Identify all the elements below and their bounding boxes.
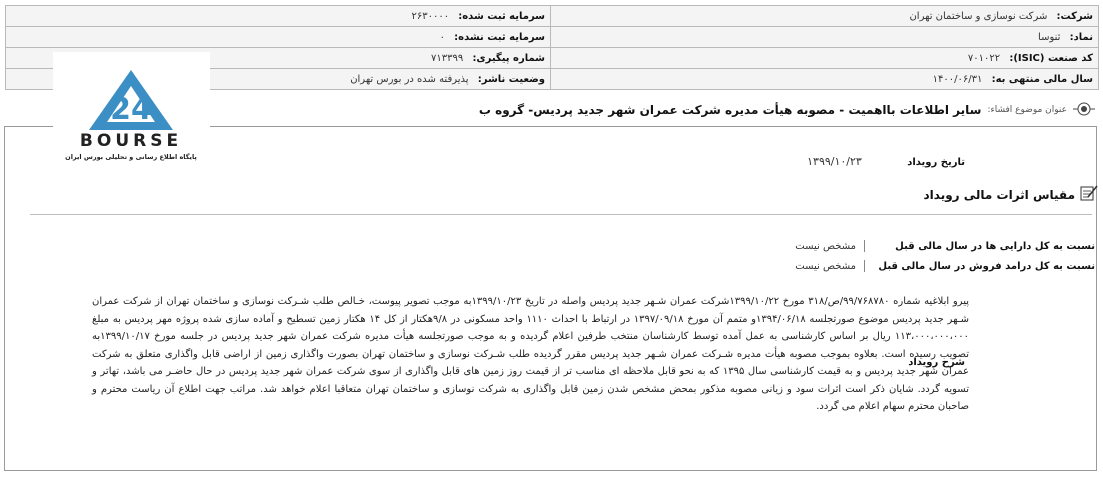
company-value: شرکت نوسازی و ساختمان تهران bbox=[909, 10, 1048, 22]
financial-impact-heading bbox=[924, 185, 1098, 205]
subject-label: عنوان موضوع افشاء: bbox=[987, 105, 1067, 115]
publisher-status-value: پذیرفته شده در بورس تهران bbox=[350, 73, 469, 85]
event-date-value: ۱۳۹۹/۱۰/۲۳ bbox=[807, 155, 862, 168]
disclosure-subject bbox=[479, 100, 1095, 120]
ratio-assets-label: نسبت به کل دارایی ها در سال مالی قبل bbox=[895, 240, 1095, 252]
unreg-capital-label: سرمایه ثبت نشده: bbox=[454, 31, 545, 43]
logo-mark: 24 bbox=[110, 92, 152, 127]
logo-wordmark: BOURSE bbox=[79, 131, 183, 151]
ratio-separator bbox=[864, 260, 865, 272]
symbol-value: ثنوسا bbox=[1038, 31, 1061, 43]
bourse-logo bbox=[53, 52, 210, 167]
symbol-cell bbox=[551, 27, 1099, 48]
financial-impact-title: مقیاس اثرات مالی رویداد bbox=[923, 188, 1075, 202]
unreg-capital-value: ۰ bbox=[439, 31, 445, 43]
reg-capital-cell bbox=[6, 6, 551, 27]
event-description-label: شرح رویداد bbox=[908, 357, 965, 368]
ratio-sales-label: نسبت به کل درامد فروش در سال مالی قبل bbox=[878, 260, 1095, 272]
ratio-separator bbox=[864, 240, 865, 252]
event-date-row bbox=[807, 155, 965, 168]
impact-ratios bbox=[795, 236, 1095, 276]
fiscal-year-value: ۱۴۰۰/۰۶/۳۱ bbox=[932, 73, 983, 85]
edit-document-icon bbox=[1080, 185, 1098, 205]
event-description-text: پیرو ابلاغیه شماره ۹۹/۷۶۸۷۸۰/ص/۳۱۸ مورخ ۱۳۹۹/۱۰/۲۲شرکت عمران شـهر جدید پردیس واصله در تاریخ ۱۳۹۹/۱۰/۲۳به موجب تصویر پیوست، خـالص طلب شـرکت نوسازی و ساختمان تهران از شرکت عمران شـهر جدید پردیس موضوع صورتجلسه ۱۳۹۴/۰۶/۱۸و متمم آن مورخ ۱۳۹۷/۰۹/۱۸ در ارتباط با احداث ۱۱۱۰ واحد مسکونی در ۹/۸هکتار از کل ۱۴ هکتار زمین تسطیح و آماده سازی شده پروژه مهر پردیس به مبلغ ۱۱۳،۰۰۰،۰۰۰،۰۰۰ ریال بر اساس کارشناسی به عمل آمده توسط کارشناسان منتخب طرفین اعلام گردیده و به موجب صورتجلسه هیأت مدیره شرکت عمران شهر جدید پردیس در جلسه مورخ ۱۳۹۹/۱۰/۱۷به تصویب رسیده است. بعلاوه بموجب مصوبه هیأت مدیره شـرکت عمران شـهر جدید پردیس مقرر گردیده طلب شـرکت نوسازی و ساختمان تهران بصورت واگذاری زمین از اراضی قابل واگذاری متعلق به شرکت عمران شهر جدید پردیس و به قیمت کارشناسی سال ۱۳۹۵ که به نحو قابل ملاحظه ای مناسب تر از قیمت روز زمین های قابل واگذاری از سوی شرکت عمران شهر جدید پردیس در حال حاضـر می باشد، تهاتر و تسویه گردد. شایان ذکر است اثرات سود و زیانی مصوبه مذکور بمحض مشخص شدن زمین قابل واگذاری به شرکت نوسازی و ساختمان تهران متعاقبا اعلام خواهد شد. مراتب جهت اطلاع آن ریاست محترم و صاحبان محترم سهام اعلام می گردد. bbox=[92, 296, 970, 412]
ratio-row-sales bbox=[795, 256, 1095, 276]
subject-title: سایر اطلاعات بااهمیت - مصوبه هیأت مدیره شرکت عمران شهر جدید پردیس- گروه ب bbox=[478, 103, 982, 117]
fiscal-year-cell bbox=[551, 69, 1099, 90]
reg-capital-value: ۲۶۳۰۰۰۰ bbox=[411, 10, 450, 22]
company-cell bbox=[551, 6, 1099, 27]
tracking-value: ۷۱۳۳۹۹ bbox=[431, 52, 464, 64]
isic-cell bbox=[551, 48, 1099, 69]
logo-tagline: پایگاه اطلاع رسانی و تحلیلی بورس ایران bbox=[65, 153, 197, 161]
reg-capital-label: سرمایه ثبت شده: bbox=[458, 10, 545, 22]
bourse-logo-graphic bbox=[53, 52, 210, 167]
section-divider bbox=[30, 214, 1092, 215]
symbol-label: نماد: bbox=[1069, 31, 1093, 43]
target-bullet-icon bbox=[1073, 101, 1095, 120]
isic-value: ۷۰۱۰۲۲ bbox=[967, 52, 1001, 64]
unreg-capital-cell bbox=[6, 27, 551, 48]
publisher-status-label: وضعیت ناشر: bbox=[477, 73, 545, 85]
fiscal-year-label: سال مالی منتهی به: bbox=[991, 73, 1093, 85]
company-label: شرکت: bbox=[1056, 10, 1093, 22]
ratio-row-assets bbox=[795, 236, 1095, 256]
event-date-label: تاریخ رویداد bbox=[907, 157, 965, 168]
ratio-assets-value: مشخص نیست bbox=[795, 240, 856, 252]
tracking-label: شماره پیگیری: bbox=[472, 52, 545, 64]
ratio-sales-value: مشخص نیست bbox=[795, 260, 856, 272]
isic-label: کد صنعت (ISIC): bbox=[1009, 52, 1093, 64]
